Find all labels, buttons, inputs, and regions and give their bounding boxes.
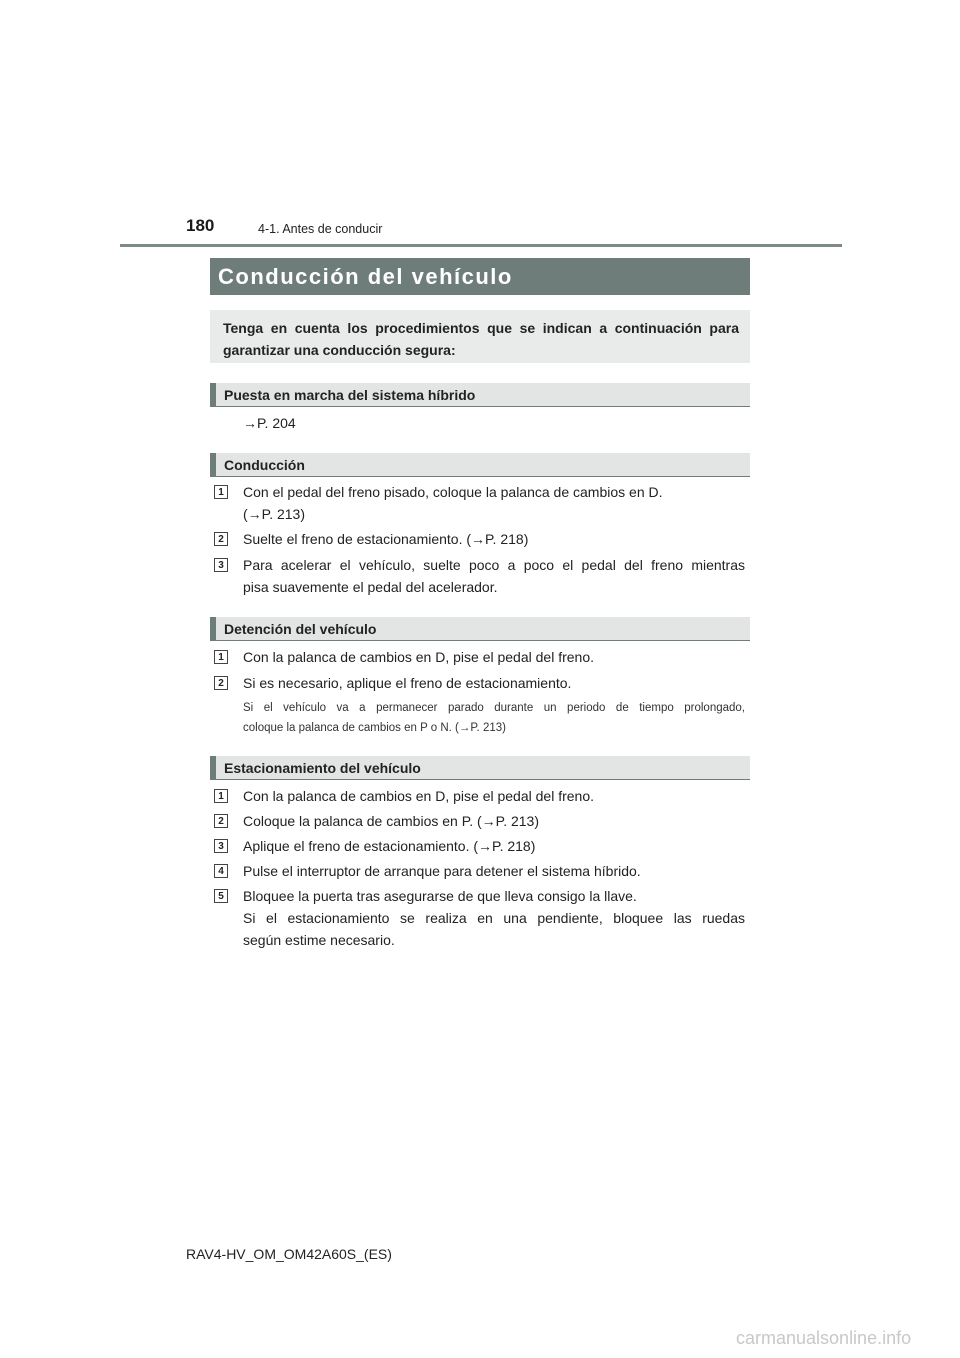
breadcrumb: 4-1. Antes de conducir — [258, 222, 383, 236]
step-text: Aplique el freno de estacionamiento. (→P. 218) — [243, 838, 536, 854]
step-text: Con el pedal del freno pisado, coloque la palanca de cambios en D. — [243, 484, 663, 500]
step-number: 5 — [214, 889, 228, 903]
page-reference: →P. 204 — [243, 415, 296, 431]
section-heading-driving: Conducción — [210, 453, 750, 477]
header-rule — [120, 244, 842, 247]
step-text: Suelte el freno de estacionamiento. (→P. 218) — [243, 531, 529, 547]
step-text: Con la palanca de cambios en D, pise el pedal del freno. — [243, 649, 594, 665]
section-heading-startup: Puesta en marcha del sistema híbrido — [210, 383, 750, 407]
step-text: (→P. 213) — [243, 506, 305, 522]
document-footer: RAV4-HV_OM_OM42A60S_(ES) — [186, 1246, 392, 1262]
section-heading-parking: Estacionamiento del vehículo — [210, 756, 750, 780]
step-text: Con la palanca de cambios en D, pise el pedal del freno. — [243, 788, 594, 804]
step-text: según estime necesario. — [243, 932, 395, 948]
section-heading-stopping: Detención del vehículo — [210, 617, 750, 641]
step-number: 3 — [214, 839, 228, 853]
step-number: 1 — [214, 650, 228, 664]
step-text: Si el estacionamiento se realiza en una pendiente, bloquee las ruedas — [243, 910, 745, 926]
step-number: 2 — [214, 676, 228, 690]
step-number: 2 — [214, 532, 228, 546]
page-number: 180 — [186, 216, 215, 235]
step-number: 1 — [214, 485, 228, 499]
step-number: 2 — [214, 814, 228, 828]
step-text: pisa suavemente el pedal del acelerador. — [243, 579, 498, 595]
step-text: Pulse el interruptor de arranque para detener el sistema híbrido. — [243, 863, 641, 879]
step-number: 1 — [214, 789, 228, 803]
step-number: 4 — [214, 864, 228, 878]
step-text: Para acelerar el vehículo, suelte poco a poco el pedal del freno mientras — [243, 557, 745, 573]
watermark: carmanualsonline.info — [736, 1328, 912, 1348]
step-text: Si es necesario, aplique el freno de estacionamiento. — [243, 675, 572, 691]
note-text: Si el vehículo va a permanecer parado durante un periodo de tiempo prolongado, — [243, 702, 745, 714]
step-text: Bloquee la puerta tras asegurarse de que lleva consigo la llave. — [243, 888, 637, 904]
note-text: coloque la palanca de cambios en P o N. (→P. 213) — [243, 722, 506, 734]
page-title: Conducción del vehículo — [210, 258, 750, 295]
step-text: Coloque la palanca de cambios en P. (→P. 213) — [243, 813, 540, 829]
step-number: 3 — [214, 558, 228, 572]
intro-box: Tenga en cuenta los procedimientos que se indican a continuación para garantizar una conducción segura: — [210, 310, 750, 363]
